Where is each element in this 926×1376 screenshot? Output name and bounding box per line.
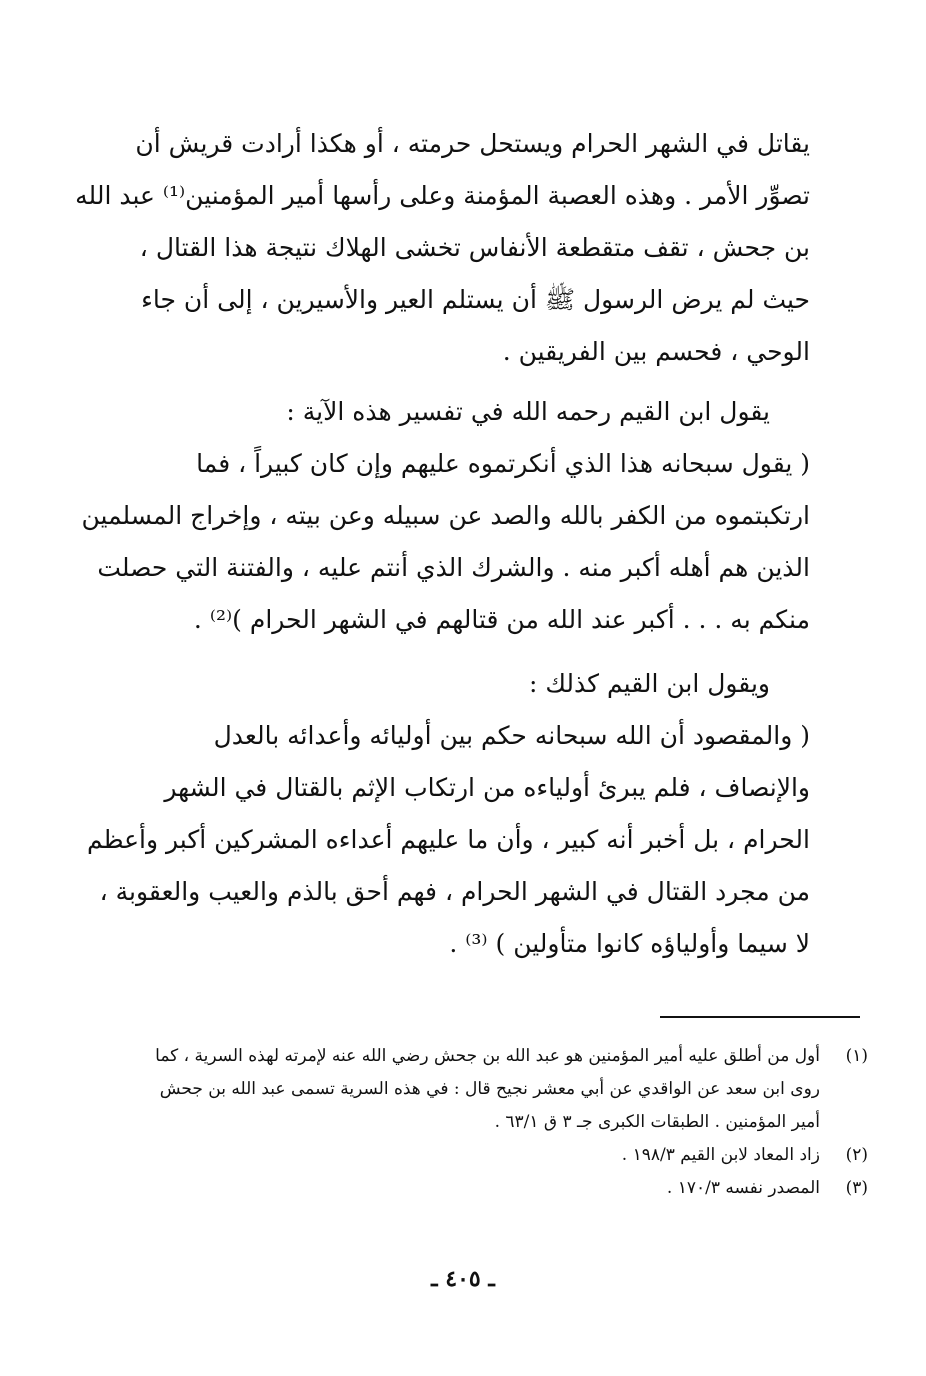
footnote-number: (٢) [845,1145,868,1165]
footnote-divider [660,1016,860,1018]
text-line: ارتكبتموه من الكفر بالله والصد عن سبيله وعن بيته ، وإخراج المسلمين [81,501,810,530]
text-line: بن جحش ، تقف متقطعة الأنفاس تخشى الهلاك نتيجة هذا القتال ، [139,233,810,262]
footnote-2 [118,1139,868,1172]
footnote-line: روى ابن سعد عن الواقدي عن أبي معشر نجيح قال : في هذه السرية تسمى عبد الله بن جحش [159,1079,820,1099]
text-line: الوحي ، فحسم بين الفريقين . [502,337,810,366]
text-line: حيث لم يرض الرسول ﷺ أن يستلم العير والأسيرين ، إلى أن جاء [141,285,810,314]
footnote-3 [118,1172,868,1205]
paragraph-2 [81,386,810,646]
footnote-number: (٣) [845,1178,868,1198]
text-line: يقاتل في الشهر الحرام ويستحل حرمته ، أو هكذا أرادت قريش أن [135,129,810,158]
footnote-body [118,1172,820,1205]
text-line: منكم به . . . أكبر عند الله من قتالهم في الشهر الحرام )⁽²⁾ . [193,605,810,634]
footnote-line: أمير المؤمنين . الطبقات الكبرى جـ ٣ ق ٦٣/١ . [494,1112,820,1132]
text-line: ( يقول سبحانه هذا الذي أنكرتموه عليهم وإن كان كبيراً ، فما [196,449,810,478]
text-line: الحرام ، بل أخبر أنه كبير ، وأن ما عليهم أعداءه المشركين أكبر وأعظم [86,825,810,854]
paragraph-1 [75,118,810,378]
paragraph-3 [86,658,810,970]
text-line: ( والمقصود أن الله سبحانه حكم بين أوليائه وأعدائه بالعدل [213,721,810,750]
text-line: يقول ابن القيم رحمه الله في تفسير هذه الآية : [286,397,770,426]
footnote-1 [118,1040,868,1139]
page-number: ـ ٤٠٥ ـ [431,1266,495,1292]
footnote-body [118,1139,820,1172]
text-line: لا سيما وأولياؤه كانوا متأولين ) ⁽³⁾ . [449,929,810,958]
footnote-line: زاد المعاد لابن القيم ١٩٨/٣ . [621,1145,820,1165]
footnote-body [118,1040,820,1139]
text-line: ويقول ابن القيم كذلك : [528,669,770,698]
footnote-line: المصدر نفسه ١٧٠/٣ . [666,1178,820,1198]
footnote-number: (١) [845,1046,868,1066]
text-line: الذين هم أهله أكبر منه . والشرك الذي أنتم عليه ، والفتنة التي حصلت [97,553,810,582]
text-line: من مجرد القتال في الشهر الحرام ، فهم أحق بالذم والعيب والعقوبة ، [99,877,810,906]
text-line: والإنصاف ، فلم يبرئ أولياءه من ارتكاب الإثم بالقتال في الشهر [164,773,810,802]
footnotes [118,1040,868,1205]
text-line: تصوِّر الأمر . وهذه العصبة المؤمنة وعلى رأسها أمير المؤمنين⁽¹⁾ عبد الله [75,181,810,210]
footnote-line: أول من أطلق عليه أمير المؤمنين هو عبد الله بن جحش رضي الله عنه لإمرته لهذه السرية ، كما [155,1046,820,1066]
